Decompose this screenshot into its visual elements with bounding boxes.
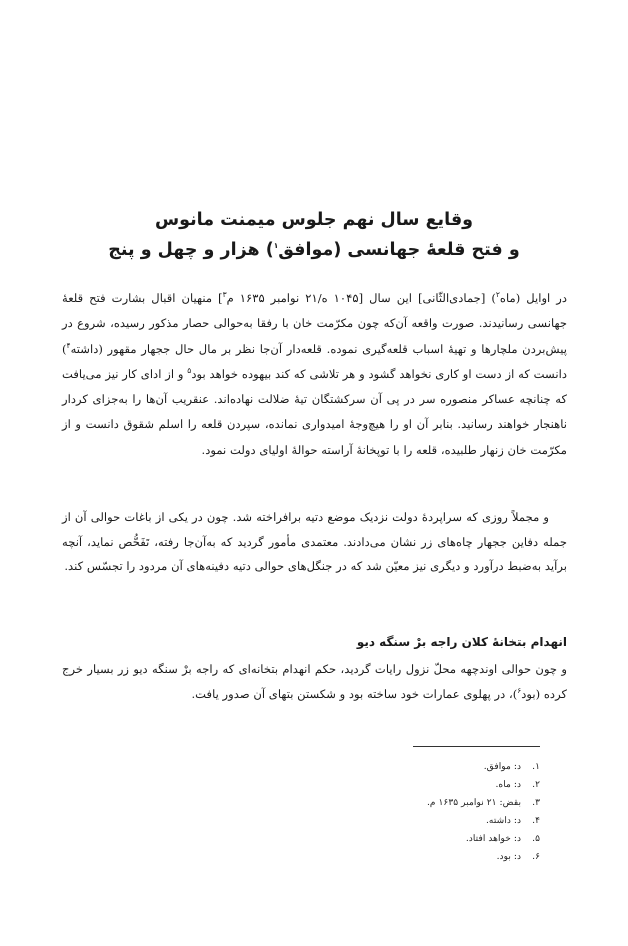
paragraph-1-part-2: ) [جمادی‌الثّانی] این سال [۱۰۴۵ ه/۲۱ نوامبر ۱۶۳۵ م xyxy=(226,291,496,305)
footnote-text: د: داشته. xyxy=(486,815,522,826)
section-3 xyxy=(62,657,567,707)
paragraph-1 xyxy=(62,286,567,463)
footnote-text: د: خواهد افتاد. xyxy=(465,833,522,844)
footnote-item xyxy=(300,794,540,812)
footnote-ref-6[interactable]: ۶ xyxy=(517,686,522,696)
chapter-title-text-1: وقایع سال نهم جلوس میمنت مانوس xyxy=(154,210,474,230)
footnote-ref-1[interactable]: ۱ xyxy=(273,241,279,251)
footnote-text: د: ماه. xyxy=(495,779,522,790)
paragraph-2: و مجملاً روزی که سراپردۀ دولت نزدیک موضع دتیه برافراخته شد. چون در یکی از باغات حوالی آن از جمله دفاین ججهار چاه‌های زر نشان می‌دادند. معتمدی مأمور گردید که به‌آن‌جا رفته، تَفَحُّص نماید، آنچه برآید به‌ضبط درآورد و دیگری نیز معیّن شد که در جنگل‌های حوالی دتیه دفینه‌های آن مردود را تجسّس کند. xyxy=(62,510,567,574)
footnote-number: ۴. xyxy=(532,815,540,826)
footnotes xyxy=(300,758,540,866)
footnote-ref-2[interactable]: ۲ xyxy=(495,290,500,300)
footnote-number: ۳. xyxy=(532,797,540,808)
section-subheading: انهدام بتخانۀ کلان راجه برْ سنگه دیو xyxy=(356,635,567,649)
footnote-number: ۶. xyxy=(532,851,540,862)
paragraph-3 xyxy=(62,657,567,707)
footnote-ref-3[interactable]: ۳ xyxy=(222,290,227,300)
footnote-number: ۱. xyxy=(532,761,540,772)
paragraph-3-part-1: و چون حوالی اوندچهه محلّ نزول رایات گردید، حکم انهدام بتخانه‌ای که راجه برْ سنگه دیو زر بسیار خرج کرده (بود xyxy=(62,662,567,701)
footnote-item xyxy=(300,830,540,848)
section-2 xyxy=(62,505,567,579)
footnote-number: ۲. xyxy=(532,779,540,790)
footnote-text: د: بود. xyxy=(496,851,522,862)
chapter-title-text-2a: و فتح قلعۀ جهانسی (موافق xyxy=(278,240,520,260)
footnote-separator xyxy=(413,746,540,747)
footnote-text: د: موافق. xyxy=(483,761,522,772)
paragraph-1-part-4: ) دانست که از دست او کاری نخواهد گشود و هر تلاشی که کند بیهوده خواهد بود xyxy=(62,341,567,381)
footnote-item xyxy=(300,812,540,830)
chapter-title-line-1 xyxy=(80,206,548,234)
chapter-title-text-2b: ) هزار و چهل و پنج xyxy=(108,240,274,260)
chapter-title-line-2 xyxy=(80,236,548,264)
paragraph-3-part-2: )، در پهلوی عمارات خود ساخته بود و شکستن بتهای آن صدور یافت. xyxy=(191,687,518,701)
paragraph-1-part-3: ] منهیان اقبال بشارت فتح قلعۀ جهانسی رسانیدند. صورت واقعه آن‌که چون مکرّمت خان با رفقا به‌حوالی حصار مذکور رسیده، شروع در پیش‌بردن ملچارها و تهیۀ اسباب قلعه‌گیری نموده. قلعه‌دار آن‌جا نظر بر مال حال ججهار مقهور (داشته xyxy=(62,291,567,356)
footnote-ref-5[interactable]: ۵ xyxy=(187,366,192,376)
footnote-item xyxy=(300,848,540,866)
footnote-text: بقض: ۲۱ نوامبر ۱۶۳۵ م. xyxy=(426,797,522,808)
footnote-item xyxy=(300,758,540,776)
paragraph-1-part-5: و از ادای کار نیز می‌یافت که چنانچه عساکر منصوره سر در پی آن سرکشتگان تیۀ ضلالت نهاده‌اند. عنقریب آن‌ها را به‌جزای کردار ناهنجار خواهند رسانید. بنابر آن او را هیچ‌وجۀ امیدواری نمانده، سپردن قلعه را اسلم شقوق دانست و از مکرّمت خان زنهار طلبیده، قلعه را با توپخانۀ آراسته حوالۀ اولیای دولت نمود. xyxy=(62,366,567,457)
paragraph-1-part-1: در اوایل (ماه xyxy=(499,291,568,305)
footnote-number: ۵. xyxy=(532,833,540,844)
footnote-ref-4[interactable]: ۴ xyxy=(66,340,71,350)
section-1 xyxy=(62,286,567,463)
footnote-item xyxy=(300,776,540,794)
